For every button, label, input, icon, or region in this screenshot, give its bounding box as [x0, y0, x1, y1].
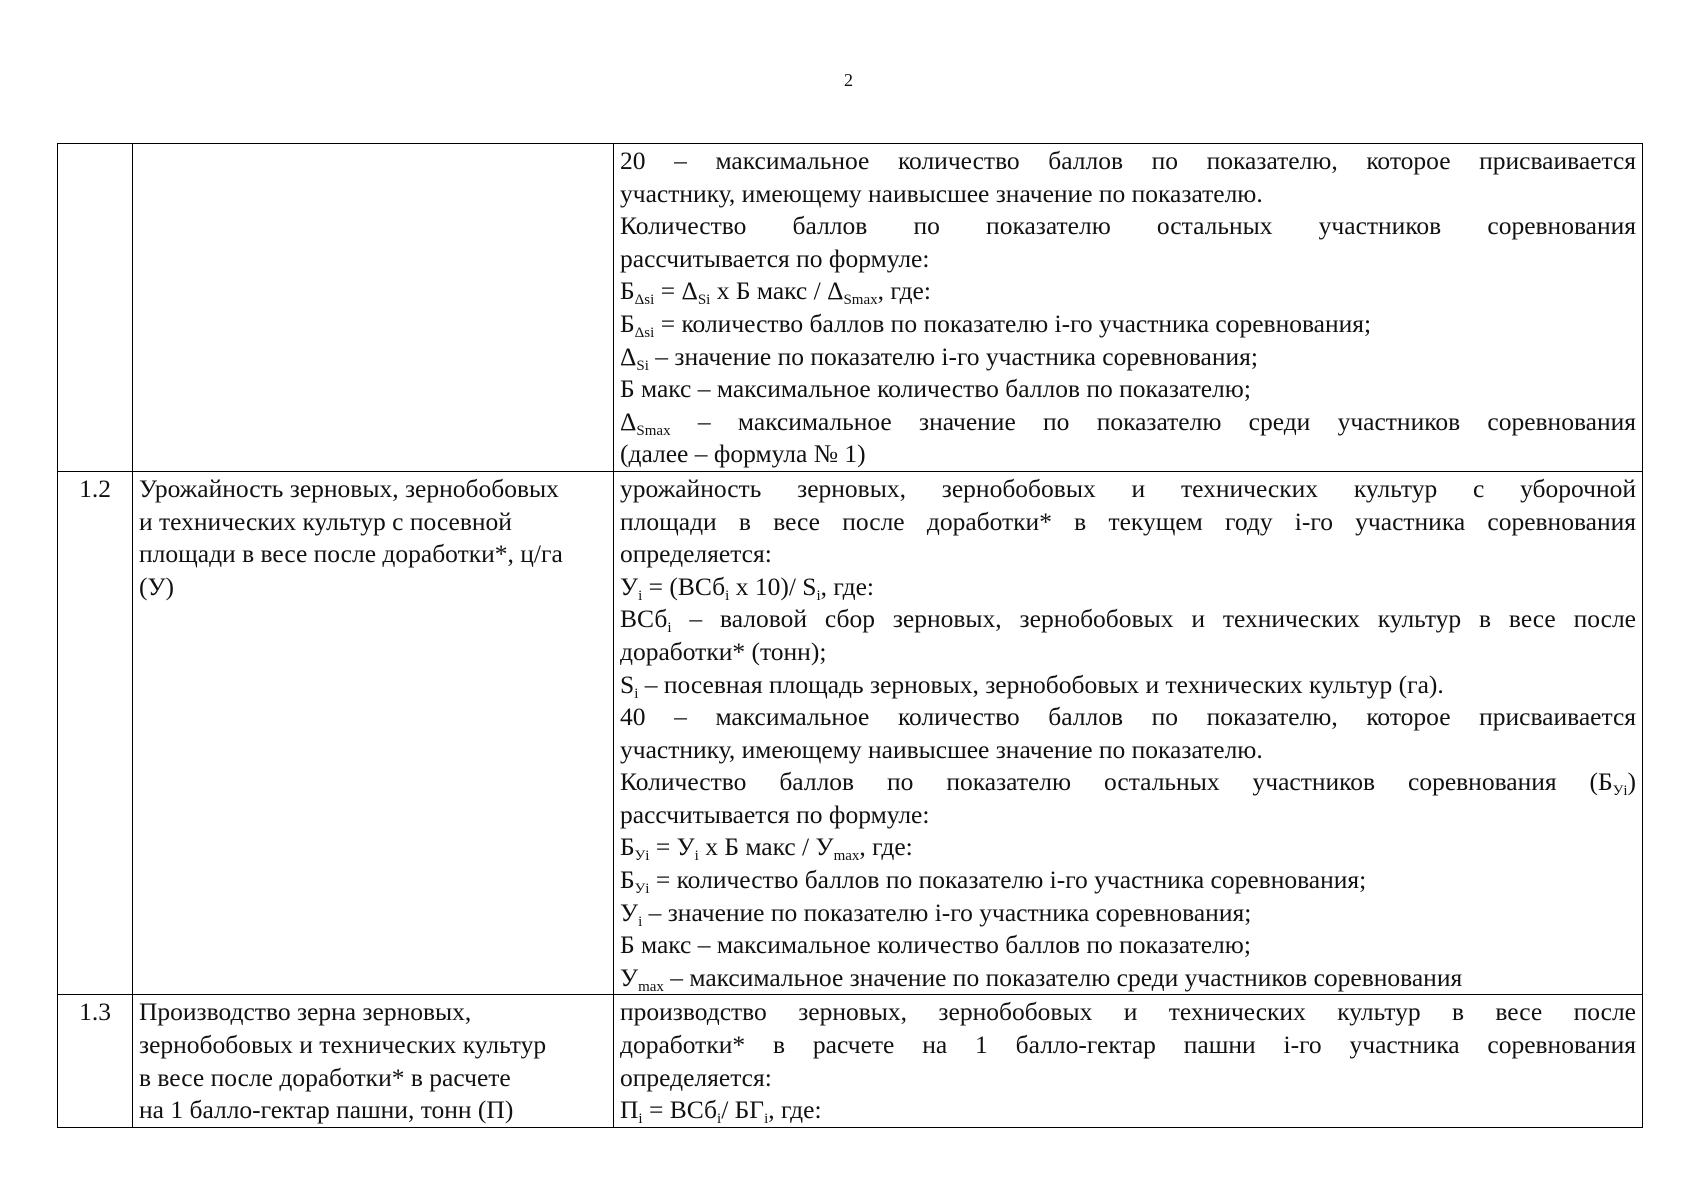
subscript: i: [816, 587, 821, 604]
subscript: Smax: [636, 422, 671, 439]
method-line: $У_{max}$ – максимальное значение по показателю среди участников соревнования: [620, 962, 1463, 995]
method-line: $\Delta_{Si}$ – значение по показателю i-го участника соревнования;: [620, 341, 1258, 374]
method-line: 20 – максимальное количество баллов по показателю, которое присваивается: [620, 146, 1636, 175]
method-line: $П_i = ВСб_i/$ $БГ_i$, где:: [620, 1095, 822, 1128]
indicator-name-line: в весе после доработки* в расчете: [139, 1062, 511, 1092]
subscript: Уi: [1612, 783, 1628, 800]
subscript: Δsi: [634, 292, 655, 309]
table-row: [58, 471, 1643, 995]
indicator-name-cell: [133, 471, 614, 995]
subscript: Si: [697, 292, 711, 309]
method-line: $У_i$ – значение по показателю i-го участника соревнования;: [620, 897, 1252, 930]
subscript: i: [638, 587, 643, 604]
table-row: [58, 144, 1643, 472]
method-line: урожайность зерновых, зернобобовых и технических культур с уборочной: [620, 473, 1636, 503]
subscript: i: [764, 1111, 769, 1128]
indicator-name-line: на 1 балло-гектар пашни, тонн (П): [139, 1095, 514, 1125]
method-line: участнику, имеющему наивысшее значение по показателю.: [620, 734, 1263, 764]
method-line: определяется:: [620, 1062, 772, 1092]
subscript: i: [638, 913, 643, 930]
method-line: Количество баллов по показателю остальных участников соревнования: [620, 211, 1636, 241]
method-line: участнику, имеющему наивысшее значение по показателю.: [620, 178, 1263, 208]
subscript: Δsi: [634, 324, 655, 341]
indicator-name-line: площади в весе после доработки*, ц/га: [139, 539, 563, 569]
row-number-cell: 1.2: [58, 471, 133, 995]
method-line: ВСб$_i$ – валовой сбор зерновых, зернобобовых и технических культур в весе после: [620, 604, 1636, 637]
subscript: Уi: [634, 881, 650, 898]
method-line: определяется:: [620, 539, 772, 569]
row-number-cell: [58, 144, 133, 472]
subscript: Si: [636, 357, 649, 374]
method-line: $S_i$ – посевная площадь зерновых, зернобобовых и технических культур (га).: [620, 669, 1444, 702]
indicator-table: [57, 143, 1643, 1128]
method-line: $Б_{Уi} = У_i$ х Б макс / $У_{max}$, где:: [620, 832, 913, 865]
indicator-name-cell: [133, 144, 614, 472]
indicator-name-cell: [133, 995, 614, 1127]
indicator-name-line: и технических культур с посевной: [139, 506, 512, 536]
method-line: Б макс – максимальное количество баллов по показателю;: [620, 374, 1251, 404]
subscript: i: [667, 620, 672, 637]
method-line: доработки* (тонн);: [620, 636, 827, 666]
row-number-cell: 1.3: [58, 995, 133, 1127]
subscript: i: [638, 1111, 643, 1128]
method-line: $Б_{Уi}$ = количество баллов по показателю i-го участника соревнования;: [620, 865, 1367, 898]
method-line: $У_i = (ВСб_i$ х 10)/ $S_i$, где:: [620, 571, 874, 604]
subscript: Smax: [843, 292, 878, 309]
method-line: $Б_{\Delta si}$ = количество баллов по показателю i-го участника соревнования;: [620, 308, 1372, 341]
method-line: рассчитывается по формуле:: [620, 799, 930, 829]
subscript: max: [833, 848, 860, 865]
method-line: 40 – максимальное количество баллов по показателю, которое присваивается: [620, 702, 1636, 732]
method-line: рассчитывается по формуле:: [620, 243, 930, 273]
method-line: $\Delta_{Smax}$ – максимальное значение по показателю среди участников соревнования: [620, 406, 1636, 439]
subscript: i: [725, 587, 730, 604]
indicator-name-line: Производство зерна зерновых,: [139, 997, 472, 1027]
indicator-name-line: зернобобовых и технических культур: [139, 1030, 547, 1060]
method-line: Б макс – максимальное количество баллов по показателю;: [620, 930, 1251, 960]
table-row: [58, 995, 1643, 1127]
calculation-method-cell: [614, 144, 1643, 472]
subscript: i: [717, 1111, 722, 1128]
calculation-method-cell: [614, 995, 1643, 1127]
method-line: $Б_{\Delta si} = \Delta_{Si}$ х Б макс / $\Delta_{Smax}$, где:: [620, 276, 931, 309]
method-line: производство зерновых, зернобобовых и технических культур в весе после: [620, 997, 1636, 1027]
method-line: площади в весе после доработки* в текущем году i-го участника соревнования: [620, 506, 1636, 536]
calculation-method-cell: [614, 471, 1643, 995]
indicator-name-line: Урожайность зерновых, зернобобовых: [139, 473, 559, 503]
subscript: Уi: [634, 848, 650, 865]
subscript: i: [634, 685, 639, 702]
subscript: max: [638, 978, 664, 995]
method-line: (далее – формула № 1): [620, 439, 866, 469]
method-line: Количество баллов по показателю остальных участников соревнования $(Б_{Уi})$: [620, 767, 1636, 800]
indicator-name-line: (У): [139, 571, 175, 601]
page-number: 2: [844, 70, 853, 90]
method-line: доработки* в расчете на 1 балло-гектар пашни i-го участника соревнования: [620, 1030, 1636, 1060]
subscript: i: [694, 848, 699, 865]
